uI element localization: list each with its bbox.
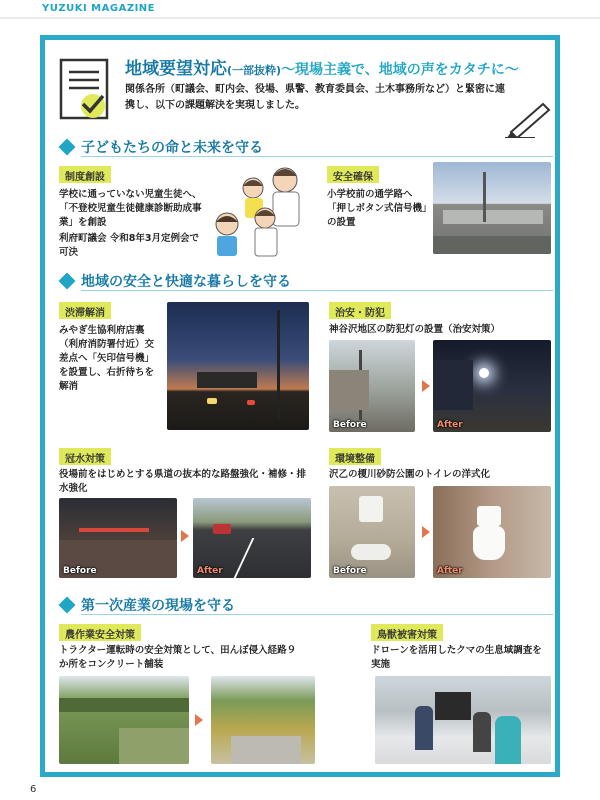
checklist-icon <box>57 56 113 124</box>
photo-paddy-entry-1 <box>59 676 189 764</box>
tag-kankyo: 環境整備 <box>329 448 381 465</box>
photo-flood-before <box>59 498 177 578</box>
section-heading-community <box>57 270 553 292</box>
jutai-text: みやぎ生協利府店裏（利府消防署付近）交差点へ「矢印信号機」を設置し、右折待ちを解消 <box>59 325 155 392</box>
magazine-title: YUZUKI MAGAZINE <box>42 3 155 14</box>
arrow-right-icon <box>195 714 203 726</box>
photo-toilet-before <box>329 486 415 578</box>
tag-chian: 治安・防犯 <box>329 302 391 319</box>
photo-streetlight-before <box>329 340 415 432</box>
arrow-right-icon <box>181 530 189 542</box>
photo-drone-survey <box>375 676 551 764</box>
tag-nousagyo: 農作業安全対策 <box>59 624 141 641</box>
section-heading-children <box>57 136 553 158</box>
kankyo-text: 沢乙の榎川砂防公園のトイレの洋式化 <box>329 469 491 480</box>
page-number: 6 <box>30 784 37 795</box>
seido-text: 学校に通っていない児童生徒へ、「不登校児童生徒健康診断助成事業」を創設 <box>59 189 202 228</box>
photo-paddy-entry-2 <box>211 676 315 764</box>
header-divider <box>0 17 600 19</box>
intro-text: 関係各所（町議会、町内会、役場、県警、教育委員会、土木事務所など）と緊密に連携し、以下の課題解決を実現しました。 <box>125 84 505 111</box>
tag-jutai: 渋滞解消 <box>59 302 111 319</box>
before-label: Before <box>333 420 367 430</box>
pencil-icon <box>505 98 553 138</box>
intro-title <box>125 54 519 79</box>
photo-toilet-after <box>433 486 551 578</box>
arrow-right-icon <box>422 380 430 392</box>
photo-pushbutton-signal <box>433 162 551 254</box>
section-rule <box>81 156 553 157</box>
after-label: After <box>437 420 463 430</box>
arrow-right-icon <box>422 526 430 538</box>
section-title: 第一次産業の現場を守る <box>81 598 235 614</box>
diamond-icon <box>59 273 76 290</box>
photo-streetlight-after <box>433 340 551 432</box>
doctor-child-illustration <box>203 158 313 258</box>
tag-kansui: 冠水対策 <box>59 448 111 465</box>
tag-chouju: 鳥獣被害対策 <box>371 624 443 641</box>
anzen-text: 小学校前の通学路へ「押しボタン式信号機」の設置 <box>327 189 427 228</box>
section-title: 地域の安全と快適な暮らしを守る <box>81 274 291 290</box>
photo-flood-after <box>193 498 311 578</box>
section-title: 子どもたちの命と未来を守る <box>81 140 263 156</box>
photo-arrow-signal <box>167 302 309 430</box>
kansui-text: 役場前をはじめとする県道の抜本的な路盤強化・補修・排水強化 <box>59 469 307 494</box>
intro-title-main: 地域要望対応 <box>125 59 227 79</box>
nousagyo-text: トラクター運転時の安全対策として、田んぼ侵入経路９か所をコンクリート舗装 <box>59 645 297 670</box>
intro-block <box>57 50 553 142</box>
section-rule <box>81 290 553 291</box>
section-heading-primary-industry <box>57 594 553 616</box>
before-label: Before <box>333 566 367 576</box>
diamond-icon <box>59 597 76 614</box>
article-frame <box>40 35 560 777</box>
intro-subtitle: 〜現場主義で、地域の声をカタチに〜 <box>281 62 519 78</box>
tag-anzen: 安全確保 <box>327 166 379 183</box>
chian-text: 神谷沢地区の防犯灯の設置（治安対策） <box>329 324 501 335</box>
after-label: After <box>197 566 223 576</box>
chouju-text: ドローンを活用したクマの生息域調査を実施 <box>371 645 542 670</box>
intro-title-note: (一部抜粋) <box>227 64 282 77</box>
after-label: After <box>437 566 463 576</box>
magazine-header <box>0 0 600 18</box>
section-rule <box>81 614 553 615</box>
tag-seido: 制度創設 <box>59 166 111 183</box>
before-label: Before <box>63 566 97 576</box>
seido-note: 利府町議会 令和8年3月定例会で可決 <box>59 233 200 258</box>
diamond-icon <box>59 139 76 156</box>
